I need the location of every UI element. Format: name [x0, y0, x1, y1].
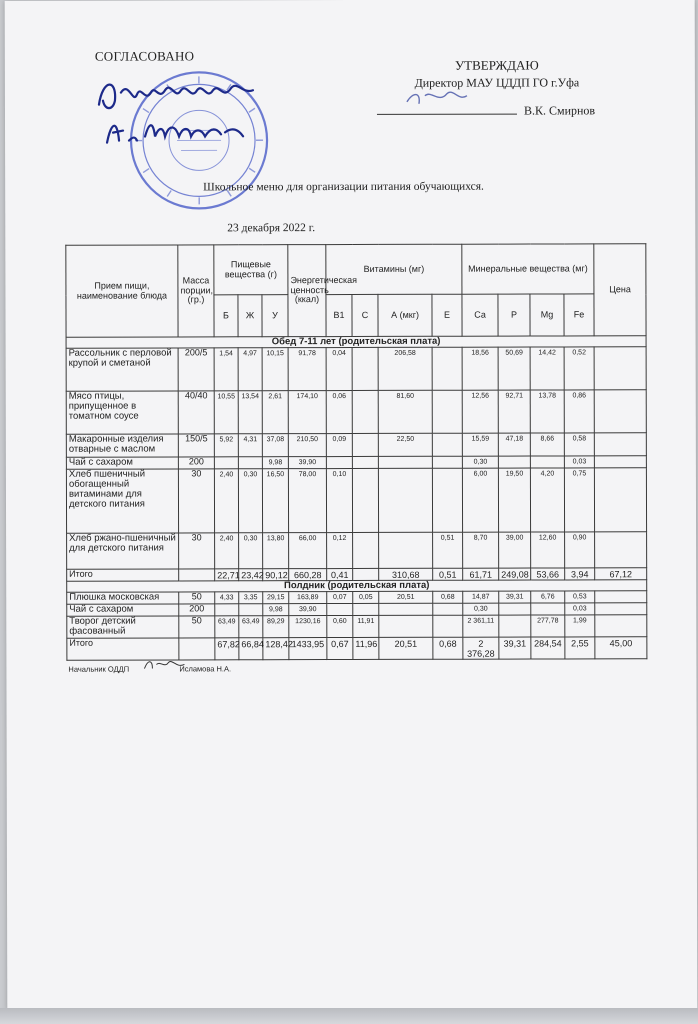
cell-price — [595, 591, 647, 603]
approval-right-title: УТВЕРЖДАЮ — [454, 57, 539, 73]
dish-name: Мясо птицы, припущенное в томатном соусе — [66, 391, 178, 434]
cell-b1 — [326, 456, 352, 468]
cell-e — [432, 456, 462, 468]
cell-fe: 2,55 — [565, 637, 595, 659]
portion-mass: 150/5 — [178, 434, 214, 457]
cell-ca: 8,70 — [463, 532, 499, 568]
cell-a — [378, 456, 432, 468]
cell-mg: 4,20 — [530, 468, 564, 532]
cell-b: 22,71 — [215, 569, 239, 582]
cell-price: 45,00 — [595, 637, 647, 659]
header-c: С — [352, 294, 378, 336]
footer-handwritten-signature — [142, 656, 186, 672]
cell-b1: 0,06 — [326, 390, 352, 433]
dish-name: Чай с сахаром — [67, 604, 179, 616]
cell-p — [499, 603, 531, 615]
cell-kcal: 39,90 — [288, 457, 326, 469]
approval-left-title: СОГЛАСОВАНО — [94, 48, 195, 64]
cell-ca: 2 376,28 — [463, 637, 499, 659]
cell-kcal: 174,10 — [288, 391, 326, 434]
cell-c — [353, 568, 379, 581]
header-e: Е — [432, 294, 462, 336]
cell-kcal: 1230,16 — [289, 616, 327, 638]
cell-kcal: 91,78 — [288, 348, 326, 391]
table-row — [67, 532, 647, 570]
cell-fe: 0,52 — [564, 347, 594, 390]
cell-price — [594, 347, 646, 390]
cell-u: 29,15 — [263, 592, 289, 604]
cell-fe: 1,99 — [565, 615, 595, 637]
cell-zh: 4,97 — [238, 348, 262, 391]
cell-ca: 15,59 — [462, 433, 498, 456]
cell-ca: 18,56 — [462, 347, 498, 390]
cell-b: 63,49 — [215, 616, 239, 638]
cell-zh: 23,42 — [239, 569, 263, 582]
table-row — [67, 615, 647, 639]
cell-ca: 6,00 — [462, 468, 498, 532]
dish-name: Хлеб пшеничный обогащенный витаминами для детского питания — [66, 469, 178, 533]
cell-ca: 61,71 — [463, 568, 499, 581]
cell-b: 10,55 — [214, 391, 238, 434]
cell-mg: 284,54 — [531, 637, 565, 659]
director-sign-row — [377, 103, 667, 119]
cell-ca: 0,30 — [463, 603, 499, 615]
cell-u: 9,98 — [262, 457, 288, 469]
cell-price — [594, 433, 646, 456]
approval-right-block — [357, 57, 637, 91]
cell-fe: 0,90 — [565, 532, 595, 568]
cell-kcal: 210,50 — [288, 434, 326, 457]
portion-mass — [179, 569, 215, 582]
portion-mass: 50 — [179, 592, 215, 604]
portion-mass: 50 — [179, 616, 215, 638]
portion-mass: 30 — [179, 533, 215, 569]
cell-kcal: 163,89 — [289, 592, 327, 604]
header-u: У — [262, 295, 288, 337]
cell-kcal: 39,90 — [289, 604, 327, 616]
cell-c: 0,05 — [353, 592, 379, 604]
header-energy: Энергетическая ценность (ккал) — [288, 245, 326, 337]
handwritten-signature — [93, 70, 273, 150]
cell-e — [432, 433, 462, 456]
signature-line — [377, 104, 517, 115]
cell-p: 19,50 — [498, 468, 530, 532]
cell-b: 2,40 — [215, 533, 239, 569]
cell-ca: 12,56 — [462, 390, 498, 433]
cell-a: 20,51 — [379, 592, 433, 604]
table-row — [66, 433, 646, 458]
cell-zh: 13,54 — [238, 391, 262, 434]
cell-e — [432, 347, 462, 390]
cell-c — [353, 604, 379, 616]
cell-u: 13,80 — [263, 533, 289, 569]
menu-table — [65, 243, 647, 661]
cell-b: 1,54 — [214, 348, 238, 391]
cell-u: 9,98 — [263, 604, 289, 616]
cell-mg: 8,66 — [530, 433, 564, 456]
cell-c — [352, 347, 378, 390]
cell-c: 11,96 — [353, 638, 379, 660]
cell-p — [498, 456, 530, 468]
cell-a — [378, 468, 432, 532]
cell-zh — [239, 604, 263, 616]
cell-mg: 53,66 — [531, 568, 565, 581]
cell-c — [352, 456, 378, 468]
cell-e — [433, 616, 463, 638]
header-p: Р — [498, 294, 530, 336]
section-row-lunch: Обед 7-11 лет (родительская плата) — [66, 336, 646, 348]
header-minerals: Минеральные вещества (мг) — [462, 244, 594, 294]
portion-mass: 200 — [178, 457, 214, 469]
cell-a: 81,60 — [378, 390, 432, 433]
cell-b — [214, 457, 238, 469]
cell-p: 47,18 — [498, 433, 530, 456]
cell-a — [379, 616, 433, 638]
header-zh: Ж — [238, 295, 262, 337]
cell-fe: 0,86 — [564, 390, 594, 433]
cell-b: 2,40 — [214, 469, 238, 533]
cell-zh: 4,31 — [238, 434, 262, 457]
header-b1: В1 — [326, 294, 352, 336]
cell-b1: 0,07 — [327, 592, 353, 604]
cell-mg: 277,78 — [531, 615, 565, 637]
cell-p — [499, 615, 531, 637]
cell-ca: 0,30 — [462, 456, 498, 468]
cell-u: 89,29 — [263, 616, 289, 638]
dish-name: Творог детский фасованный — [67, 616, 179, 638]
cell-u: 2,61 — [262, 391, 288, 434]
cell-e — [432, 468, 462, 532]
table-row — [66, 390, 646, 435]
cell-mg — [530, 456, 564, 468]
header-nutrients: Пищевые вещества (г) — [214, 245, 288, 295]
cell-e: 0,68 — [433, 592, 463, 604]
cell-price: 67,12 — [595, 568, 647, 581]
cell-e: 0,68 — [433, 638, 463, 660]
portion-mass: 200 — [179, 604, 215, 616]
cell-mg: 12,60 — [531, 532, 565, 568]
cell-price — [595, 603, 647, 615]
cell-c — [353, 532, 379, 568]
header-ca: Са — [462, 294, 498, 336]
cell-price — [594, 456, 646, 468]
cell-price — [595, 532, 647, 568]
cell-e: 0,51 — [433, 532, 463, 568]
header-b: Б — [214, 295, 238, 337]
cell-p: 39,31 — [499, 637, 531, 659]
cell-b1: 0,12 — [327, 532, 353, 568]
cell-u: 16,50 — [262, 469, 288, 533]
dish-name: Итого — [67, 569, 179, 582]
cell-zh: 66,84 — [239, 638, 263, 660]
cell-zh: 3,35 — [239, 592, 263, 604]
cell-u: 128,42 — [263, 638, 289, 660]
cell-zh: 0,30 — [238, 469, 262, 533]
cell-kcal: 1433,95 — [289, 638, 327, 660]
dish-name: Хлеб ржано-пшеничный для детского питания — [67, 533, 179, 569]
dish-name: Рассольник с перловой крупой и сметаной — [66, 348, 178, 391]
cell-fe: 0,03 — [565, 603, 595, 615]
cell-kcal: 660,28 — [289, 569, 327, 582]
cell-b1 — [327, 604, 353, 616]
cell-zh — [238, 457, 262, 469]
dish-name: Чай с сахаром — [66, 457, 178, 469]
header-mass: Масса порции, (гр.) — [178, 245, 214, 337]
cell-fe: 0,58 — [564, 433, 594, 456]
dish-name: Итого — [67, 638, 179, 660]
cell-mg: 14,42 — [530, 347, 564, 390]
cell-b: 67,82 — [215, 638, 239, 660]
header-price: Цена — [594, 244, 646, 336]
cell-p: 39,31 — [499, 591, 531, 603]
header-a: А (мкг) — [378, 294, 432, 336]
cell-kcal: 66,00 — [289, 533, 327, 569]
cell-mg: 13,78 — [530, 390, 564, 433]
cell-price — [594, 390, 646, 433]
dish-name: Макаронные изделия отварные с маслом — [66, 434, 178, 457]
header-mg: Mg — [530, 294, 564, 336]
dish-name: Плюшка московская — [67, 592, 179, 604]
portion-mass: 30 — [178, 469, 214, 533]
cell-b1: 0,60 — [327, 616, 353, 638]
director-position: Директор МАУ ЦДДП ГО г.Уфа — [414, 75, 580, 90]
header-vitamins: Витамины (мг) — [326, 244, 462, 294]
cell-fe: 0,75 — [564, 468, 594, 532]
cell-ca: 14,87 — [463, 591, 499, 603]
cell-c — [352, 468, 378, 532]
table-row — [66, 347, 646, 392]
cell-b1: 0,04 — [326, 347, 352, 390]
cell-p: 92,71 — [498, 390, 530, 433]
cell-b1: 0,41 — [327, 568, 353, 581]
cell-price — [594, 468, 646, 532]
cell-a: 310,68 — [379, 568, 433, 581]
cell-mg — [531, 603, 565, 615]
cell-mg: 6,76 — [531, 591, 565, 603]
cell-u: 90,12 — [263, 569, 289, 582]
header-meal: Прием пищи, наименование блюда — [66, 245, 178, 337]
cell-c — [352, 390, 378, 433]
cell-zh: 0,30 — [239, 533, 263, 569]
cell-p: 50,69 — [498, 347, 530, 390]
portion-mass: 200/5 — [178, 348, 214, 391]
header-fe: Fe — [564, 294, 594, 336]
portion-mass: 40/40 — [178, 391, 214, 434]
cell-p: 249,08 — [499, 568, 531, 581]
menu-document — [5, 0, 698, 1011]
cell-b1: 0,67 — [327, 638, 353, 660]
cell-a — [379, 604, 433, 616]
cell-b — [215, 604, 239, 616]
cell-c: 11,91 — [353, 616, 379, 638]
cell-a: 22,50 — [378, 433, 432, 456]
footer-position: Начальник ОДДП — [68, 664, 130, 674]
cell-u: 37,08 — [262, 434, 288, 457]
cell-kcal: 78,00 — [288, 469, 326, 533]
cell-b1: 0,09 — [326, 433, 352, 456]
cell-c — [352, 433, 378, 456]
menu-date: 23 декабря 2022 г. — [227, 222, 316, 235]
paper-stack-edge — [0, 1008, 698, 1024]
cell-a — [379, 532, 433, 568]
cell-a: 206,58 — [378, 347, 432, 390]
cell-p: 39,00 — [499, 532, 531, 568]
cell-b1: 0,10 — [326, 468, 352, 532]
menu-title: Школьное меню для организации питания обучающихся. — [203, 180, 484, 194]
cell-e — [433, 604, 463, 616]
cell-b: 5,92 — [214, 434, 238, 457]
director-name: В.К. Смирнов — [523, 103, 596, 118]
footer-name: Исламова Н.А. — [179, 664, 232, 674]
cell-fe: 3,94 — [565, 568, 595, 581]
cell-price — [595, 615, 647, 637]
section-row-snack: Полдник (родительская плата) — [67, 580, 647, 592]
cell-e — [432, 390, 462, 433]
cell-fe: 0,53 — [565, 591, 595, 603]
cell-u: 10,15 — [262, 348, 288, 391]
table-row — [66, 468, 646, 534]
cell-b: 4,33 — [215, 592, 239, 604]
cell-fe: 0,03 — [564, 456, 594, 468]
cell-a: 20,51 — [379, 638, 433, 660]
cell-zh: 63,49 — [239, 616, 263, 638]
cell-ca: 2 361,11 — [463, 615, 499, 637]
cell-e: 0,51 — [433, 568, 463, 581]
